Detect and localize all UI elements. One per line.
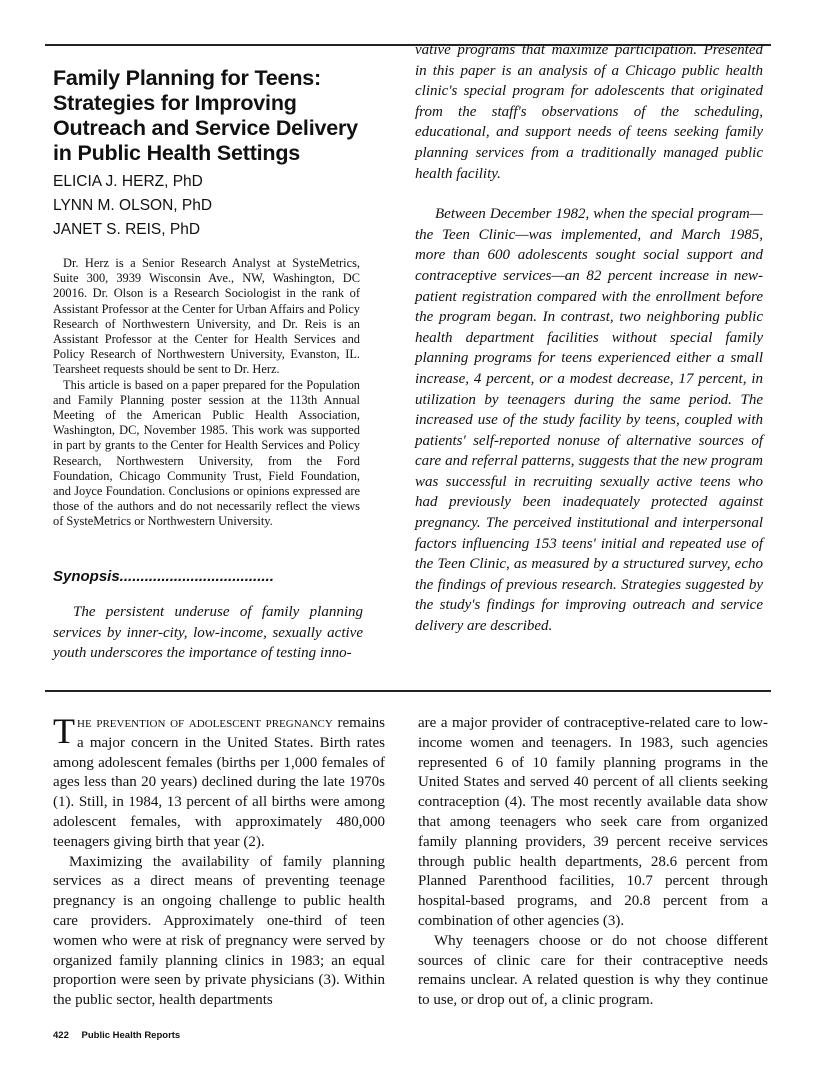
article-title: Family Planning for Teens: Strategies for Improving Outreach and Service Delivery in Public Health Settings	[53, 66, 358, 165]
synopsis-left	[53, 602, 363, 664]
synopsis-paragraph: The persistent underuse of family planning services by inner-city, low-income, sexually active youth underscores the importance of testing inno-	[53, 604, 363, 662]
affiliation-paragraph: Dr. Herz is a Senior Research Analyst at SysteMetrics, Suite 300, 3939 Wisconsin Ave., NW, Washington, DC 20016. Dr. Olson is a Research Sociologist in the rank of Assistant Professor at the Center for Urban Affairs and Policy Research of Northwestern University, and Dr. Reis is an Assistant Professor at the Center for Health Services and Policy Research of Northwestern University, Evanston, IL. Tearsheet requests should be sent to Dr. Herz.	[53, 256, 360, 377]
synopsis-heading: Synopsis.....................................	[53, 568, 274, 585]
author-affiliation-note	[53, 256, 360, 530]
author: LYNN M. OLSON, PhD	[53, 197, 213, 214]
paragraph-text: remains a major concern in the United States. Birth rates among adolescent females (births per 1,000 females of ages less than 20 years) declined during the late 1970s (1). Still, in 1984, 13 percent of all births were among adolescent females, with approximately 480,000 teenagers giving birth that year (2).	[53, 715, 385, 850]
body-paragraph	[53, 711, 385, 853]
synopsis-paragraph: vative programs that maximize participation. Presented in this paper is an analysis of a Chicago public health clinic's special program for adolescents that originated from the staff's observations of the scheduling, educational, and support needs of teens seeking family planning services from a traditionally managed public health facility.	[415, 42, 763, 182]
drop-cap: T	[53, 711, 75, 751]
body-paragraph: are a major provider of contraceptive-related care to low-income women and teenagers. In 1983, such agencies represented 6 of 10 family planning programs in the United States and served 40 percent of all clients seeking contraception (4). The most recently available data show that among teenagers who seek care from organized family planning providers, 39 percent receive services through public health departments, 28.6 percent from Planned Parenthood facilities, 10.7 percent through hospital-based programs, and 20.8 percent from a combination of other agencies (3).	[418, 715, 768, 929]
author-list	[53, 170, 373, 242]
section-rule	[45, 690, 771, 692]
body-column-right	[418, 714, 768, 1011]
author: ELICIA J. HERZ, PhD	[53, 173, 203, 190]
synopsis-paragraph: Between December 1982, when the special program—the Teen Clinic—was implemented, and March 1985, more than 600 adolescents sought social support and contraceptive services—an 82 percent increase in new-patient registration compared with the enrollment before the program began. In contrast, two neighboring public health department facilities without special family planning programs for teens experienced either a small increase, 4 percent, or a modest decrease, 17 percent, in utilization by teenagers during the same period. The increased use of the study facility by teens, coupled with patients' self-reported nonuse of alternative sources of care and referral patterns, suggests that the new program was successful in recruiting sexually active teens who had previously been inadequately protected against pregnancy. The perceived institutional and interpersonal factors influencing 153 teens' initial and repeated use of the Teen Clinic, as measured by a structured survey, echo the findings of previous research. Strategies suggested by the study's findings for improving outreach and service delivery are described.	[415, 206, 763, 635]
body-paragraph: Maximizing the availability of family planning services as a direct means of preventing teenage pregnancy is an ongoing challenge to public health care providers. Approximately one-third of teen women who were at risk of pregnancy were served by organized family planning clinics in 1983; an equal proportion were seen by private physicians (3). Within the public sector, health departments	[53, 853, 385, 1009]
body-column-left	[53, 711, 385, 1011]
acknowledgment-paragraph: This article is based on a paper prepared for the Population and Family Planning poster session at the 113th Annual Meeting of the American Public Health Association, Washington, DC, November 1985. This work was supported in part by grants to the Center for Health Services and Policy Research, Northwestern University, from the Ford Foundation, Chicago Community Trust, Field Foundation, and Joyce Foundation. Conclusions or opinions expressed are those of the authors and do not necessarily reflect the views of SysteMetrics or Northwestern University.	[53, 377, 360, 529]
journal-name: Public Health Reports	[81, 1030, 181, 1041]
page-number: 422	[53, 1030, 69, 1041]
author: JANET S. REIS, PhD	[53, 221, 201, 238]
lead-in-smallcaps: he prevention of adolescent pregnancy	[77, 715, 333, 731]
synopsis-right	[415, 40, 763, 637]
body-paragraph: Why teenagers choose or do not choose different sources of clinic care for their contraceptive needs remains unclear. A related question is why they continue to use, or drop out of, a clinic program.	[418, 932, 768, 1009]
page-footer	[53, 1030, 190, 1041]
